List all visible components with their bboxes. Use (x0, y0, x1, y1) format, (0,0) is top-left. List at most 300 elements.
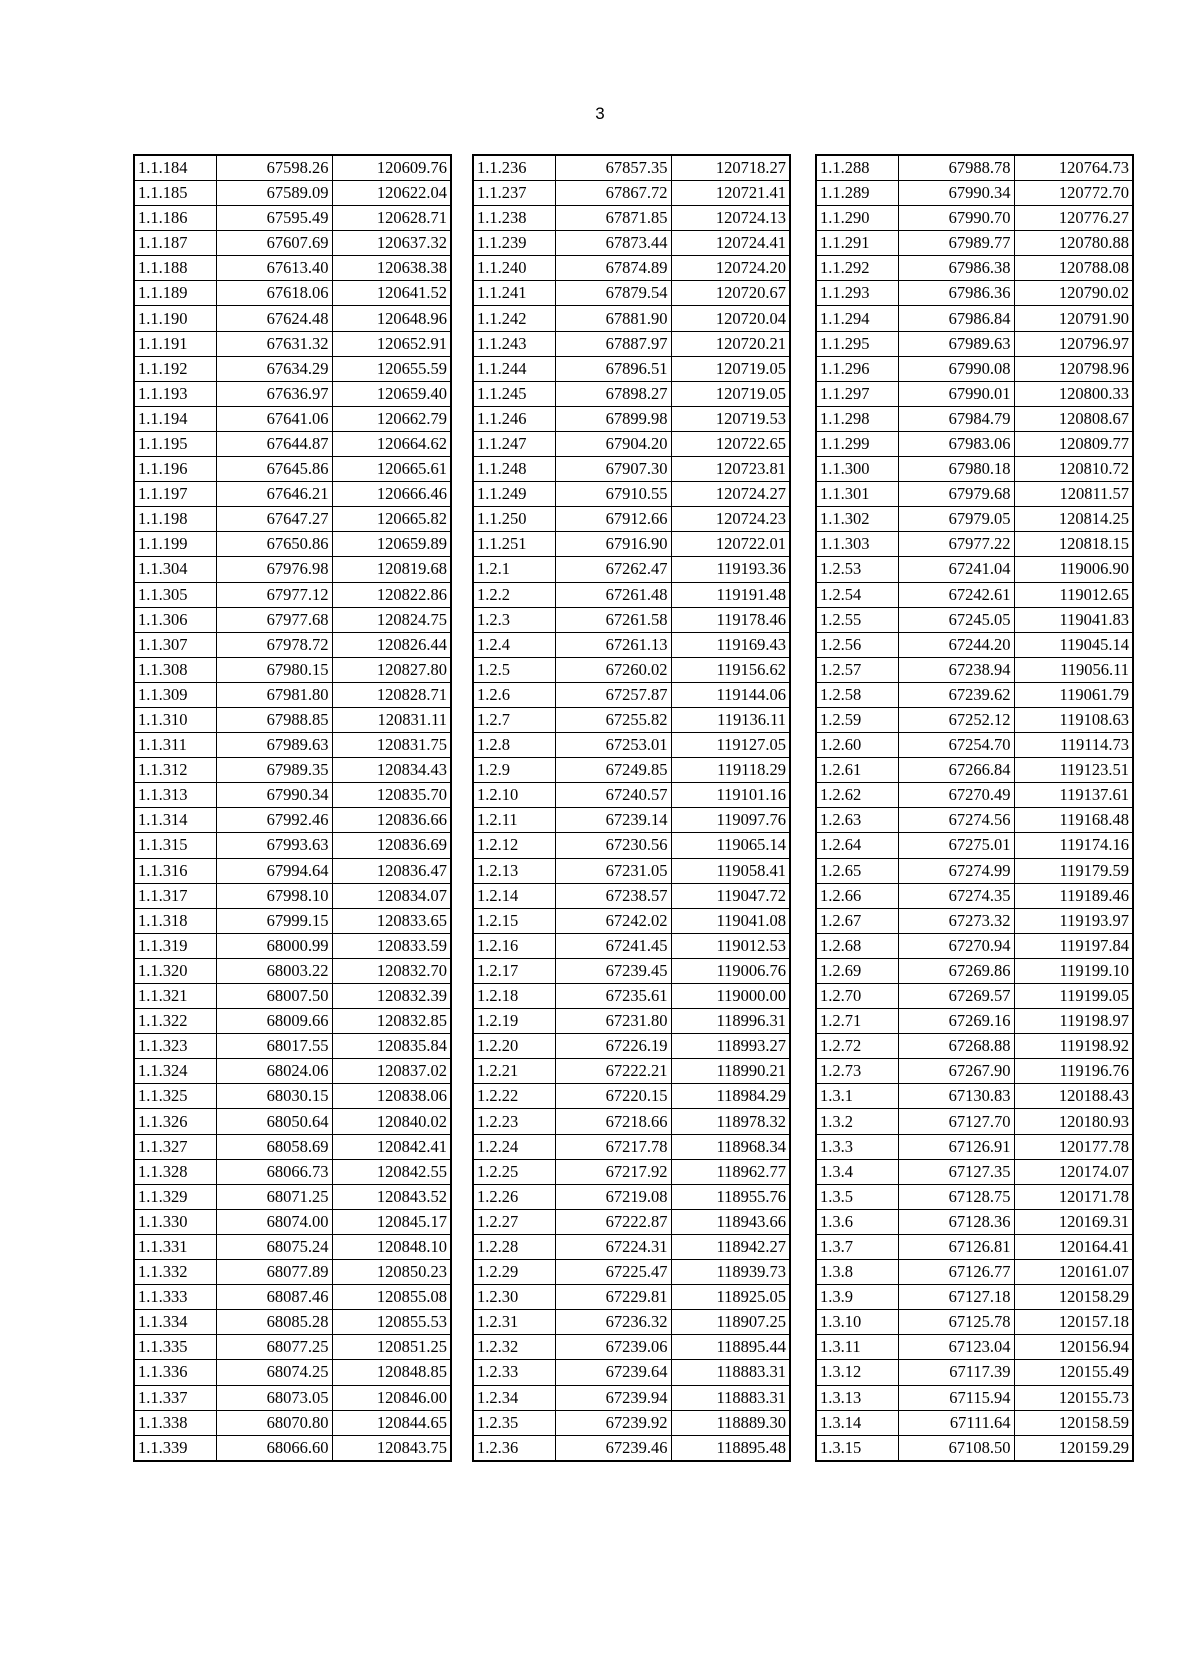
point-id-cell: 1.1.243 (473, 331, 555, 356)
y-coordinate-cell: 120628.71 (332, 206, 451, 231)
y-coordinate-cell: 119127.05 (671, 733, 790, 758)
y-coordinate-cell: 120800.33 (1014, 381, 1133, 406)
point-id-cell: 1.1.195 (134, 431, 216, 456)
point-id-cell: 1.1.324 (134, 1059, 216, 1084)
x-coordinate-cell: 67126.77 (898, 1260, 1014, 1285)
point-id-cell: 1.1.198 (134, 507, 216, 532)
y-coordinate-cell: 120832.39 (332, 984, 451, 1009)
y-coordinate-cell: 120827.80 (332, 657, 451, 682)
point-id-cell: 1.2.16 (473, 933, 555, 958)
x-coordinate-cell: 67267.90 (898, 1059, 1014, 1084)
y-coordinate-cell: 120833.65 (332, 908, 451, 933)
table-row (816, 582, 1133, 607)
y-coordinate-cell: 120721.41 (671, 181, 790, 206)
table-row (134, 356, 451, 381)
point-id-cell: 1.1.305 (134, 582, 216, 607)
y-coordinate-cell: 120828.71 (332, 682, 451, 707)
table-row (816, 1385, 1133, 1410)
table-row (134, 231, 451, 256)
x-coordinate-cell: 67239.94 (555, 1385, 671, 1410)
y-coordinate-cell: 118925.05 (671, 1285, 790, 1310)
x-coordinate-cell: 67977.12 (216, 582, 332, 607)
x-coordinate-cell: 68066.60 (216, 1435, 332, 1461)
y-coordinate-cell: 120822.86 (332, 582, 451, 607)
table-row (134, 733, 451, 758)
table-row (473, 557, 790, 582)
x-coordinate-cell: 67111.64 (898, 1410, 1014, 1435)
y-coordinate-cell: 120157.18 (1014, 1310, 1133, 1335)
x-coordinate-cell: 67115.94 (898, 1385, 1014, 1410)
x-coordinate-cell: 67613.40 (216, 256, 332, 281)
y-coordinate-cell: 119012.53 (671, 933, 790, 958)
point-id-cell: 1.3.6 (816, 1209, 898, 1234)
x-coordinate-cell: 67984.79 (898, 406, 1014, 431)
table-row (473, 707, 790, 732)
y-coordinate-cell: 120791.90 (1014, 306, 1133, 331)
x-coordinate-cell: 67631.32 (216, 331, 332, 356)
y-coordinate-cell: 118984.29 (671, 1084, 790, 1109)
y-coordinate-cell: 118895.44 (671, 1335, 790, 1360)
x-coordinate-cell: 67980.15 (216, 657, 332, 682)
y-coordinate-cell: 120638.38 (332, 256, 451, 281)
x-coordinate-cell: 67217.78 (555, 1134, 671, 1159)
table-row (473, 457, 790, 482)
table-row (816, 1435, 1133, 1461)
y-coordinate-cell: 120720.67 (671, 281, 790, 306)
y-coordinate-cell: 120824.75 (332, 607, 451, 632)
point-id-cell: 1.2.33 (473, 1360, 555, 1385)
table-row (473, 607, 790, 632)
point-id-cell: 1.1.298 (816, 406, 898, 431)
y-coordinate-cell: 119000.00 (671, 984, 790, 1009)
table-row (816, 632, 1133, 657)
y-coordinate-cell: 119108.63 (1014, 707, 1133, 732)
y-coordinate-cell: 120848.10 (332, 1234, 451, 1259)
point-id-cell: 1.2.5 (473, 657, 555, 682)
x-coordinate-cell: 67879.54 (555, 281, 671, 306)
table-row (473, 1209, 790, 1234)
y-coordinate-cell: 120851.25 (332, 1335, 451, 1360)
y-coordinate-cell: 120665.61 (332, 457, 451, 482)
table-row (816, 933, 1133, 958)
x-coordinate-cell: 67222.87 (555, 1209, 671, 1234)
table-row (816, 858, 1133, 883)
table-row (816, 1209, 1133, 1234)
point-id-cell: 1.1.325 (134, 1084, 216, 1109)
y-coordinate-cell: 120652.91 (332, 331, 451, 356)
y-coordinate-cell: 120834.43 (332, 758, 451, 783)
y-coordinate-cell: 120622.04 (332, 181, 451, 206)
point-id-cell: 1.1.326 (134, 1109, 216, 1134)
point-id-cell: 1.2.70 (816, 984, 898, 1009)
y-coordinate-cell: 120662.79 (332, 406, 451, 431)
table-row (134, 431, 451, 456)
x-coordinate-cell: 67981.80 (216, 682, 332, 707)
table-row (473, 1109, 790, 1134)
x-coordinate-cell: 67624.48 (216, 306, 332, 331)
table-row (816, 607, 1133, 632)
table-row (134, 1134, 451, 1159)
y-coordinate-cell: 120719.05 (671, 356, 790, 381)
table-row (816, 1084, 1133, 1109)
y-coordinate-cell: 120837.02 (332, 1059, 451, 1084)
x-coordinate-cell: 67990.01 (898, 381, 1014, 406)
x-coordinate-cell: 67235.61 (555, 984, 671, 1009)
y-coordinate-cell: 120832.85 (332, 1009, 451, 1034)
x-coordinate-cell: 67127.35 (898, 1159, 1014, 1184)
y-coordinate-cell: 120838.06 (332, 1084, 451, 1109)
y-coordinate-cell: 119179.59 (1014, 858, 1133, 883)
x-coordinate-cell: 67255.82 (555, 707, 671, 732)
x-coordinate-cell: 67268.88 (898, 1034, 1014, 1059)
table-row (816, 1360, 1133, 1385)
x-coordinate-cell: 67217.92 (555, 1159, 671, 1184)
table-row (473, 808, 790, 833)
y-coordinate-cell: 120158.59 (1014, 1410, 1133, 1435)
table-row (816, 356, 1133, 381)
x-coordinate-cell: 67108.50 (898, 1435, 1014, 1461)
y-coordinate-cell: 119198.97 (1014, 1009, 1133, 1034)
x-coordinate-cell: 67910.55 (555, 482, 671, 507)
point-id-cell: 1.1.322 (134, 1009, 216, 1034)
y-coordinate-cell: 120156.94 (1014, 1335, 1133, 1360)
table-row (134, 1159, 451, 1184)
point-id-cell: 1.2.56 (816, 632, 898, 657)
point-id-cell: 1.2.22 (473, 1084, 555, 1109)
table-row (816, 733, 1133, 758)
point-id-cell: 1.2.26 (473, 1184, 555, 1209)
x-coordinate-cell: 67983.06 (898, 431, 1014, 456)
table-row (134, 1260, 451, 1285)
point-id-cell: 1.2.12 (473, 833, 555, 858)
table-row (816, 1134, 1133, 1159)
y-coordinate-cell: 120659.40 (332, 381, 451, 406)
y-coordinate-cell: 119199.05 (1014, 984, 1133, 1009)
point-id-cell: 1.1.299 (816, 431, 898, 456)
x-coordinate-cell: 67647.27 (216, 507, 332, 532)
point-id-cell: 1.2.2 (473, 582, 555, 607)
y-coordinate-cell: 120810.72 (1014, 457, 1133, 482)
point-id-cell: 1.3.14 (816, 1410, 898, 1435)
x-coordinate-cell: 68085.28 (216, 1310, 332, 1335)
x-coordinate-cell: 67988.85 (216, 707, 332, 732)
point-id-cell: 1.1.314 (134, 808, 216, 833)
table-row (816, 1310, 1133, 1335)
y-coordinate-cell: 120666.46 (332, 482, 451, 507)
table-row (816, 1184, 1133, 1209)
x-coordinate-cell: 67977.22 (898, 532, 1014, 557)
table-row (816, 1159, 1133, 1184)
point-id-cell: 1.1.320 (134, 958, 216, 983)
y-coordinate-cell: 119137.61 (1014, 783, 1133, 808)
point-id-cell: 1.1.291 (816, 231, 898, 256)
table-row (816, 457, 1133, 482)
table-row (816, 181, 1133, 206)
point-id-cell: 1.2.32 (473, 1335, 555, 1360)
table-row (134, 281, 451, 306)
point-id-cell: 1.1.250 (473, 507, 555, 532)
y-coordinate-cell: 120720.04 (671, 306, 790, 331)
y-coordinate-cell: 120814.25 (1014, 507, 1133, 532)
x-coordinate-cell: 67644.87 (216, 431, 332, 456)
y-coordinate-cell: 120840.02 (332, 1109, 451, 1134)
point-id-cell: 1.1.196 (134, 457, 216, 482)
table-row (816, 682, 1133, 707)
y-coordinate-cell: 120724.41 (671, 231, 790, 256)
y-coordinate-cell: 120155.49 (1014, 1360, 1133, 1385)
y-coordinate-cell: 119169.43 (671, 632, 790, 657)
table-row (134, 1410, 451, 1435)
point-id-cell: 1.2.62 (816, 783, 898, 808)
table-row (816, 482, 1133, 507)
x-coordinate-cell: 68077.89 (216, 1260, 332, 1285)
point-id-cell: 1.1.330 (134, 1209, 216, 1234)
y-coordinate-cell: 118895.48 (671, 1435, 790, 1461)
point-id-cell: 1.2.72 (816, 1034, 898, 1059)
point-id-cell: 1.1.188 (134, 256, 216, 281)
x-coordinate-cell: 67999.15 (216, 908, 332, 933)
y-coordinate-cell: 120664.62 (332, 431, 451, 456)
y-coordinate-cell: 120169.31 (1014, 1209, 1133, 1234)
point-id-cell: 1.1.336 (134, 1360, 216, 1385)
table-row (473, 406, 790, 431)
table-row (473, 1034, 790, 1059)
point-id-cell: 1.2.6 (473, 682, 555, 707)
y-coordinate-cell: 119198.92 (1014, 1034, 1133, 1059)
x-coordinate-cell: 68074.25 (216, 1360, 332, 1385)
x-coordinate-cell: 68087.46 (216, 1285, 332, 1310)
x-coordinate-cell: 67219.08 (555, 1184, 671, 1209)
point-id-cell: 1.1.321 (134, 984, 216, 1009)
point-id-cell: 1.1.199 (134, 532, 216, 557)
x-coordinate-cell: 67261.13 (555, 632, 671, 657)
point-id-cell: 1.1.306 (134, 607, 216, 632)
table-row (816, 532, 1133, 557)
table-row (134, 1310, 451, 1335)
point-id-cell: 1.1.311 (134, 733, 216, 758)
point-id-cell: 1.1.244 (473, 356, 555, 381)
x-coordinate-cell: 67636.97 (216, 381, 332, 406)
table-row (473, 632, 790, 657)
table-row (473, 758, 790, 783)
table-row (816, 155, 1133, 181)
table-row (473, 682, 790, 707)
x-coordinate-cell: 67128.75 (898, 1184, 1014, 1209)
point-id-cell: 1.2.63 (816, 808, 898, 833)
point-id-cell: 1.2.14 (473, 883, 555, 908)
table-row (473, 1435, 790, 1461)
point-id-cell: 1.1.315 (134, 833, 216, 858)
y-coordinate-cell: 118996.31 (671, 1009, 790, 1034)
y-coordinate-cell: 120846.00 (332, 1385, 451, 1410)
x-coordinate-cell: 67857.35 (555, 155, 671, 181)
y-coordinate-cell: 120808.67 (1014, 406, 1133, 431)
point-id-cell: 1.2.18 (473, 984, 555, 1009)
y-coordinate-cell: 120720.21 (671, 331, 790, 356)
point-id-cell: 1.2.67 (816, 908, 898, 933)
table-row (816, 1009, 1133, 1034)
table-row (473, 908, 790, 933)
y-coordinate-cell: 120180.93 (1014, 1109, 1133, 1134)
x-coordinate-cell: 67261.58 (555, 607, 671, 632)
y-coordinate-cell: 120835.84 (332, 1034, 451, 1059)
table-row (134, 1034, 451, 1059)
point-id-cell: 1.1.184 (134, 155, 216, 181)
point-id-cell: 1.2.23 (473, 1109, 555, 1134)
point-id-cell: 1.2.9 (473, 758, 555, 783)
y-coordinate-cell: 118943.66 (671, 1209, 790, 1234)
x-coordinate-cell: 67222.21 (555, 1059, 671, 1084)
point-id-cell: 1.1.248 (473, 457, 555, 482)
point-id-cell: 1.1.296 (816, 356, 898, 381)
y-coordinate-cell: 120831.11 (332, 707, 451, 732)
x-coordinate-cell: 67239.62 (898, 682, 1014, 707)
point-id-cell: 1.1.331 (134, 1234, 216, 1259)
point-id-cell: 1.2.35 (473, 1410, 555, 1435)
y-coordinate-cell: 119041.08 (671, 908, 790, 933)
x-coordinate-cell: 67645.86 (216, 457, 332, 482)
x-coordinate-cell: 67618.06 (216, 281, 332, 306)
y-coordinate-cell: 120665.82 (332, 507, 451, 532)
table-row (473, 507, 790, 532)
point-id-cell: 1.1.338 (134, 1410, 216, 1435)
point-id-cell: 1.1.186 (134, 206, 216, 231)
x-coordinate-cell: 67226.19 (555, 1034, 671, 1059)
y-coordinate-cell: 120842.41 (332, 1134, 451, 1159)
point-id-cell: 1.2.59 (816, 707, 898, 732)
table-row (473, 1084, 790, 1109)
point-id-cell: 1.1.185 (134, 181, 216, 206)
x-coordinate-cell: 67239.14 (555, 808, 671, 833)
table-row (134, 1059, 451, 1084)
point-id-cell: 1.3.11 (816, 1335, 898, 1360)
x-coordinate-cell: 67589.09 (216, 181, 332, 206)
x-coordinate-cell: 67979.05 (898, 507, 1014, 532)
point-id-cell: 1.3.1 (816, 1084, 898, 1109)
point-id-cell: 1.1.339 (134, 1435, 216, 1461)
y-coordinate-cell: 118942.27 (671, 1234, 790, 1259)
x-coordinate-cell: 68007.50 (216, 984, 332, 1009)
table-row (473, 733, 790, 758)
table-row (816, 1285, 1133, 1310)
table-row (816, 206, 1133, 231)
point-id-cell: 1.2.68 (816, 933, 898, 958)
x-coordinate-cell: 67980.18 (898, 457, 1014, 482)
table-row (473, 1410, 790, 1435)
point-id-cell: 1.1.194 (134, 406, 216, 431)
table-row (816, 1034, 1133, 1059)
x-coordinate-cell: 67986.36 (898, 281, 1014, 306)
point-id-cell: 1.1.317 (134, 883, 216, 908)
point-id-cell: 1.2.1 (473, 557, 555, 582)
y-coordinate-cell: 118993.27 (671, 1034, 790, 1059)
table-row (816, 507, 1133, 532)
point-id-cell: 1.1.294 (816, 306, 898, 331)
table-row (134, 1234, 451, 1259)
y-coordinate-cell: 119193.97 (1014, 908, 1133, 933)
table-row (134, 331, 451, 356)
y-coordinate-cell: 118968.34 (671, 1134, 790, 1159)
table-row (473, 933, 790, 958)
x-coordinate-cell: 68070.80 (216, 1410, 332, 1435)
table-row (816, 431, 1133, 456)
table-row (473, 231, 790, 256)
y-coordinate-cell: 120834.07 (332, 883, 451, 908)
point-id-cell: 1.1.187 (134, 231, 216, 256)
coordinate-table-3 (815, 154, 1134, 1462)
x-coordinate-cell: 68000.99 (216, 933, 332, 958)
x-coordinate-cell: 67239.64 (555, 1360, 671, 1385)
table-row (134, 1009, 451, 1034)
x-coordinate-cell: 67867.72 (555, 181, 671, 206)
table-row (134, 657, 451, 682)
x-coordinate-cell: 67127.70 (898, 1109, 1014, 1134)
point-id-cell: 1.1.290 (816, 206, 898, 231)
x-coordinate-cell: 67916.90 (555, 532, 671, 557)
point-id-cell: 1.1.337 (134, 1385, 216, 1410)
x-coordinate-cell: 67873.44 (555, 231, 671, 256)
y-coordinate-cell: 120659.89 (332, 532, 451, 557)
table-row (134, 557, 451, 582)
x-coordinate-cell: 67907.30 (555, 457, 671, 482)
table-row (816, 1109, 1133, 1134)
x-coordinate-cell: 68017.55 (216, 1034, 332, 1059)
x-coordinate-cell: 67130.83 (898, 1084, 1014, 1109)
x-coordinate-cell: 68066.73 (216, 1159, 332, 1184)
x-coordinate-cell: 67887.97 (555, 331, 671, 356)
point-id-cell: 1.1.304 (134, 557, 216, 582)
x-coordinate-cell: 67242.61 (898, 582, 1014, 607)
table-row (134, 883, 451, 908)
y-coordinate-cell: 120836.47 (332, 858, 451, 883)
x-coordinate-cell: 67239.45 (555, 958, 671, 983)
y-coordinate-cell: 118889.30 (671, 1410, 790, 1435)
point-id-cell: 1.2.61 (816, 758, 898, 783)
y-coordinate-cell: 119114.73 (1014, 733, 1133, 758)
table-row (134, 532, 451, 557)
y-coordinate-cell: 120164.41 (1014, 1234, 1133, 1259)
y-coordinate-cell: 119123.51 (1014, 758, 1133, 783)
point-id-cell: 1.1.288 (816, 155, 898, 181)
table-row (473, 883, 790, 908)
point-id-cell: 1.1.246 (473, 406, 555, 431)
y-coordinate-cell: 118939.73 (671, 1260, 790, 1285)
table-row (473, 582, 790, 607)
y-coordinate-cell: 120780.88 (1014, 231, 1133, 256)
table-row (816, 1260, 1133, 1285)
y-coordinate-cell: 119193.36 (671, 557, 790, 582)
table-row (134, 1360, 451, 1385)
point-id-cell: 1.1.328 (134, 1159, 216, 1184)
y-coordinate-cell: 119012.65 (1014, 582, 1133, 607)
table-row (134, 707, 451, 732)
point-id-cell: 1.1.300 (816, 457, 898, 482)
y-coordinate-cell: 119041.83 (1014, 607, 1133, 632)
point-id-cell: 1.2.8 (473, 733, 555, 758)
table-row (134, 181, 451, 206)
y-coordinate-cell: 118955.76 (671, 1184, 790, 1209)
y-coordinate-cell: 119045.14 (1014, 632, 1133, 657)
x-coordinate-cell: 68075.24 (216, 1234, 332, 1259)
point-id-cell: 1.2.73 (816, 1059, 898, 1084)
x-coordinate-cell: 67269.16 (898, 1009, 1014, 1034)
x-coordinate-cell: 67231.80 (555, 1009, 671, 1034)
x-coordinate-cell: 67218.66 (555, 1109, 671, 1134)
table-row (134, 958, 451, 983)
point-id-cell: 1.1.303 (816, 532, 898, 557)
table-row (473, 657, 790, 682)
table-row (134, 206, 451, 231)
